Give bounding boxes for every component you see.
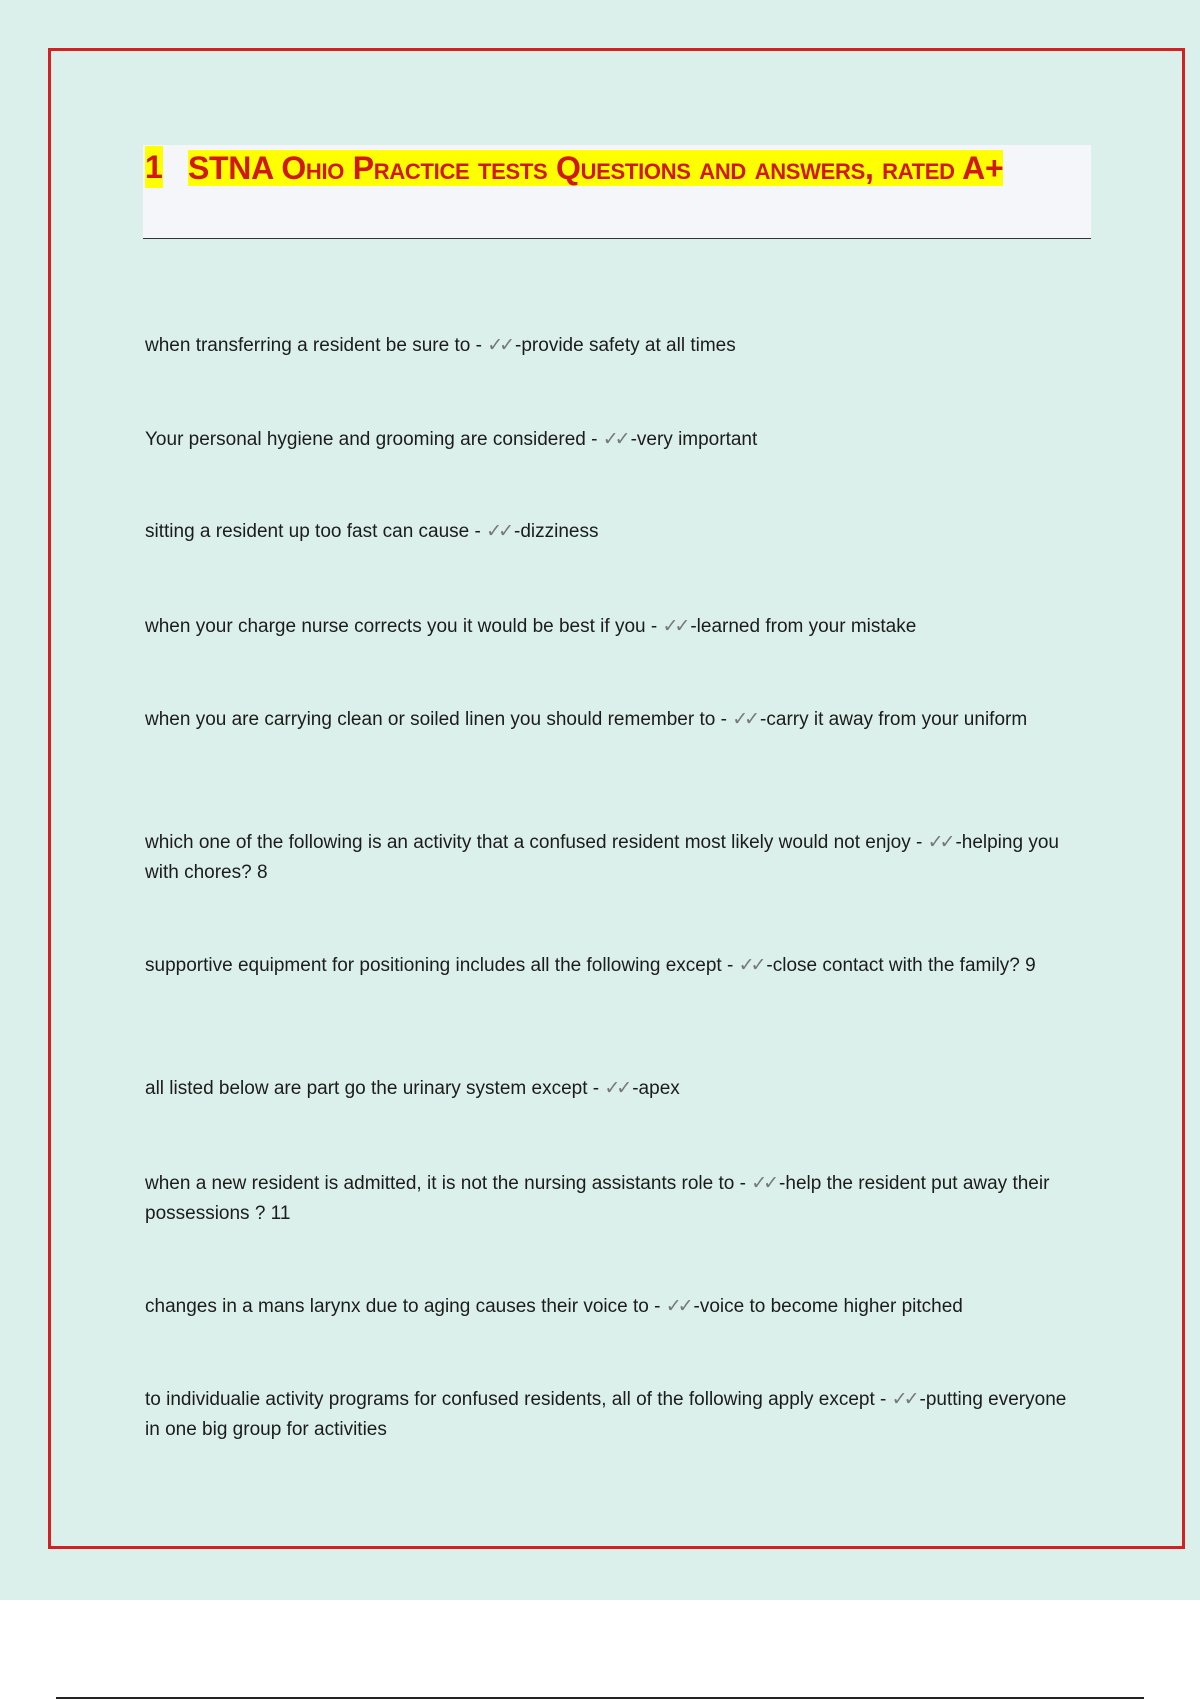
answer-text: -carry it away from your uniform	[760, 709, 1028, 730]
qa-item	[145, 331, 1075, 361]
double-check-icon: ✓✓	[927, 832, 952, 853]
separator: -	[645, 616, 663, 637]
separator: -	[469, 521, 487, 542]
answer-text: -very important	[630, 429, 758, 450]
answer-text: -close contact with the family? 9	[766, 955, 1036, 976]
page-border-frame	[48, 48, 1185, 1549]
question-text: to individualie activity programs for confused residents, all of the following apply except	[145, 1389, 875, 1410]
question-text: Your personal hygiene and grooming are considered	[145, 429, 586, 450]
answer-text: -provide safety at all times	[515, 335, 736, 356]
separator: -	[715, 709, 733, 730]
answer-text: -putting everyone in one big group for activities	[145, 1389, 1067, 1440]
question-text: all listed below are part go the urinary system except	[145, 1078, 588, 1099]
double-check-icon: ✓✓	[662, 616, 687, 637]
separator: -	[585, 429, 603, 450]
answer-text: -learned from your mistake	[690, 616, 917, 637]
qa-item	[145, 425, 1075, 455]
answer-text: -helping you with chores? 8	[145, 832, 1059, 883]
double-check-icon: ✓✓	[751, 1173, 776, 1194]
separator: -	[874, 1389, 892, 1410]
double-check-icon: ✓✓	[732, 709, 757, 730]
footer-divider	[56, 1697, 1144, 1699]
qa-item	[145, 828, 1075, 888]
double-check-icon: ✓✓	[602, 429, 627, 450]
separator: -	[470, 335, 488, 356]
separator: -	[648, 1296, 666, 1317]
qa-item	[145, 951, 1075, 981]
answer-text: -voice to become higher pitched	[693, 1296, 963, 1317]
qa-item	[145, 705, 1075, 735]
double-check-icon: ✓✓	[487, 335, 512, 356]
question-text: supportive equipment for positioning includes all the following except	[145, 955, 722, 976]
question-text: when transferring a resident be sure to	[145, 335, 471, 356]
question-text: when your charge nurse corrects you it would be best if you	[145, 616, 646, 637]
separator: -	[587, 1078, 605, 1099]
double-check-icon: ✓✓	[891, 1389, 916, 1410]
page-title	[188, 146, 1078, 190]
qa-item	[145, 1074, 1075, 1104]
question-text: changes in a mans larynx due to aging causes their voice to	[145, 1296, 649, 1317]
answer-text: -apex	[632, 1078, 680, 1099]
qa-item	[145, 517, 1075, 547]
answer-text: -dizziness	[514, 521, 599, 542]
separator: -	[910, 832, 928, 853]
qa-item	[145, 1169, 1075, 1229]
question-text: when you are carrying clean or soiled linen you should remember to	[145, 709, 716, 730]
double-check-icon: ✓✓	[604, 1078, 629, 1099]
question-text: when a new resident is admitted, it is not the nursing assistants role to	[145, 1173, 735, 1194]
separator: -	[721, 955, 739, 976]
double-check-icon: ✓✓	[665, 1296, 690, 1317]
heading-number: 1	[145, 146, 163, 188]
qa-item	[145, 612, 1075, 642]
double-check-icon: ✓✓	[738, 955, 763, 976]
question-text: which one of the following is an activity that a confused resident most likely would not enjoy	[145, 832, 911, 853]
double-check-icon: ✓✓	[486, 521, 510, 542]
qa-item	[145, 1292, 1075, 1322]
question-text: sitting a resident up too fast can cause	[145, 521, 470, 542]
answer-text: -help the resident put away their possessions ? 11	[145, 1173, 1050, 1224]
page-title-text: STNA Ohio Practice tests Questions and answers, rated A+	[188, 150, 1004, 186]
separator: -	[734, 1173, 752, 1194]
qa-item	[145, 1385, 1075, 1445]
